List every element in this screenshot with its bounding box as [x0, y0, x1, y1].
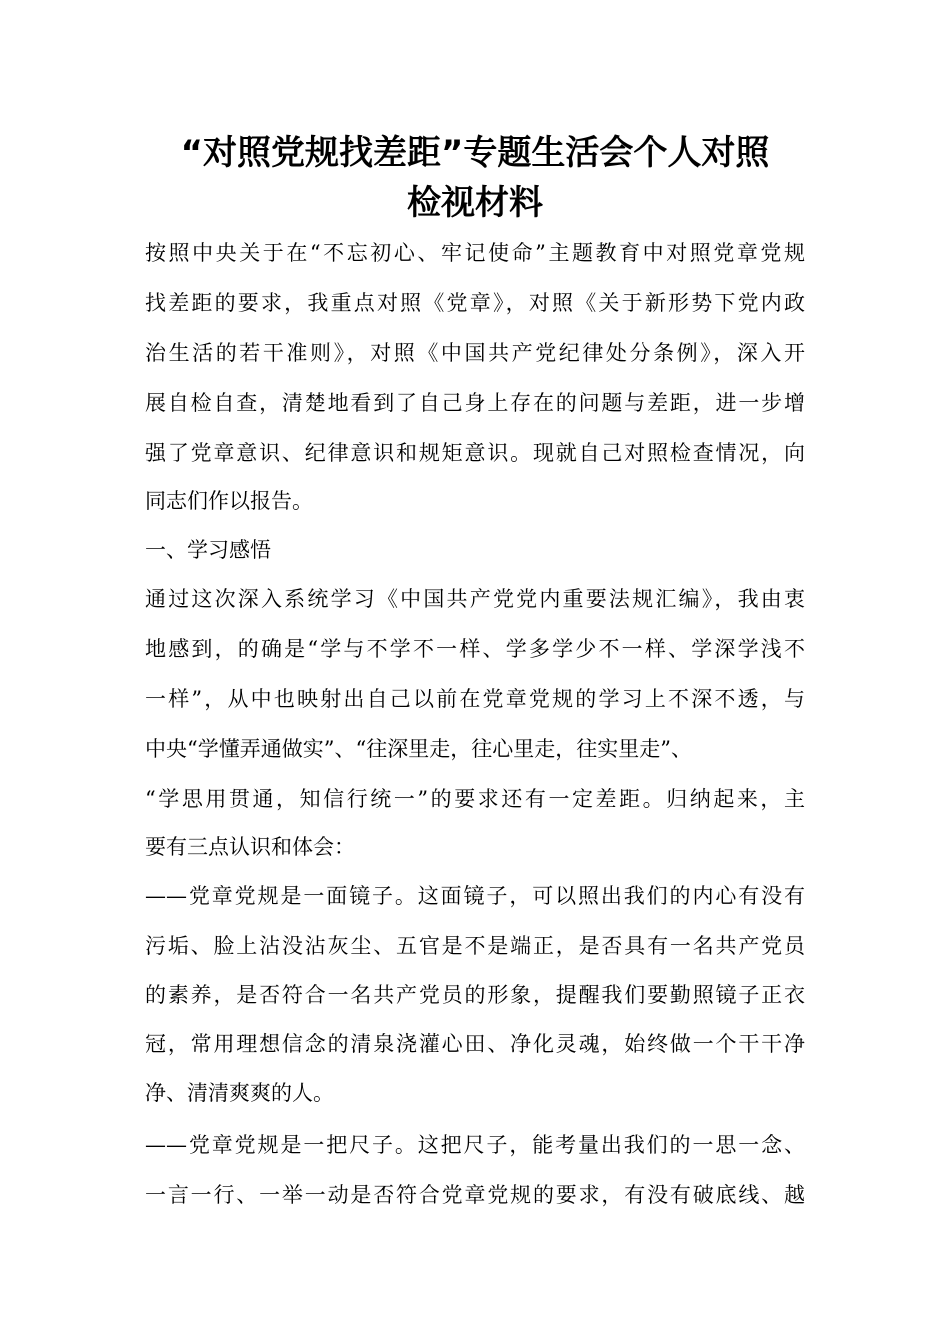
body-line: 一样”，从中也映射出自己以前在党章党规的学习上不深不透，与 — [145, 687, 805, 711]
section-heading: 一、学习感悟 — [145, 538, 271, 562]
body-line: 净、清清爽爽的人。 — [145, 1081, 334, 1105]
body-line: 的素养，是否符合一名共产党员的形象，提醒我们要勤照镜子正衣 — [145, 983, 805, 1007]
body-line: 冠，常用理想信念的清泉浇灌心田、净化灵魂，始终做一个干干净 — [145, 1032, 805, 1056]
document-title-line-1: “对照党规找差距”专题生活会个人对照 — [180, 133, 770, 173]
body-line: ——党章党规是一面镜子。这面镜子，可以照出我们的内心有没有 — [145, 884, 805, 908]
body-line: 污垢、脸上沾没沾灰尘、五官是不是端正，是否具有一名共产党员 — [145, 934, 805, 958]
body-line: 要有三点认识和体会： — [145, 835, 355, 859]
body-line: 一言一行、一举一动是否符合党章党规的要求，有没有破底线、越 — [145, 1183, 805, 1207]
body-line: 治生活的若干准则》，对照《中国共产党纪律处分条例》，深入开 — [145, 341, 805, 365]
body-line: “学思用贯通，知信行统一”的要求还有一定差距。归纳起来，主 — [145, 787, 805, 811]
body-line: 中央“学懂弄通做实”、“往深里走，往心里走，往实里走”、 — [145, 737, 692, 761]
body-line: 找差距的要求，我重点对照《党章》，对照《关于新形势下党内政 — [145, 291, 805, 315]
body-line: 按照中央关于在“不忘初心、牢记使命”主题教育中对照党章党规 — [145, 241, 805, 265]
body-line: ——党章党规是一把尺子。这把尺子，能考量出我们的一思一念、 — [145, 1133, 805, 1157]
document-title-line-2: 检视材料 — [407, 183, 543, 223]
body-line: 同志们作以报告。 — [145, 489, 313, 513]
body-line: 通过这次深入系统学习《中国共产党党内重要法规汇编》，我由衷 — [145, 587, 805, 611]
body-line: 地感到，的确是“学与不学不一样、学多学少不一样、学深学浅不 — [145, 637, 805, 661]
body-line: 展自检自查，清楚地看到了自己身上存在的问题与差距，进一步增 — [145, 391, 805, 415]
body-line: 强了党章意识、纪律意识和规矩意识。现就自己对照检查情况，向 — [145, 441, 805, 465]
